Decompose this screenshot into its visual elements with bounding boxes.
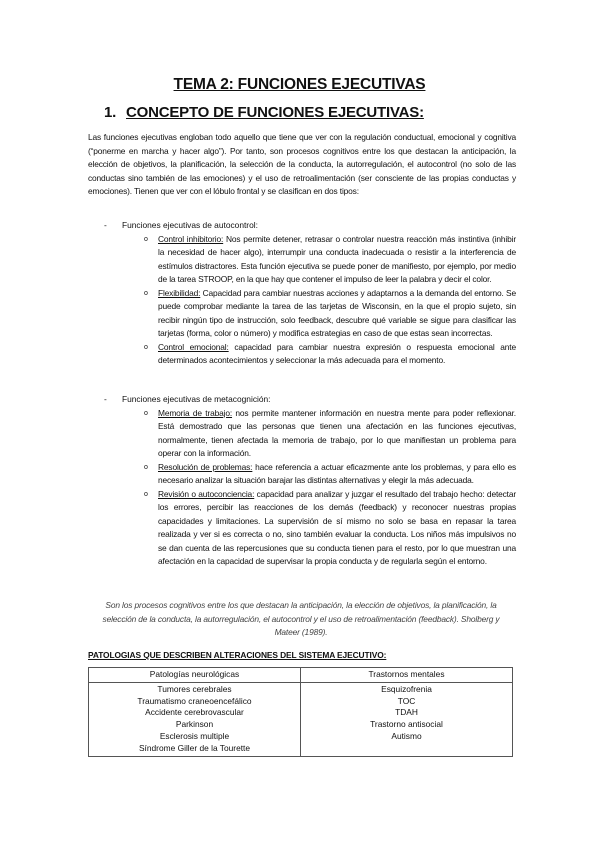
column-header-neurologicas: Patologías neurológicas — [89, 668, 301, 683]
dash-bullet: - — [104, 394, 107, 404]
list-item — [88, 407, 516, 461]
term-control-emocional: Control emocional: — [158, 341, 229, 352]
list-item — [88, 287, 516, 341]
sub-list — [88, 407, 516, 569]
term-description: Capacidad para cambiar nuestras acciones y adaptarnos a la demanda del entorno. Se puede comprobar mediante la tarea de las tarjetas de Wisconsin, en la que el propio sujeto, sin recibir ningún tipo de instrucción, solo feedback, descubre qué variable se sigue para clasificar las tarjetas (forma, color o número) y modifica estrategias en caso de que estas sean incorrectas. — [158, 287, 516, 338]
group-heading-text: Funciones ejecutivas de autocontrol: — [122, 220, 258, 230]
section-heading — [104, 104, 424, 121]
term-description: Nos permite detener, retrasar o controlar nuestra reacción más instintiva (inhibir la necesidad de hacer algo), interrumpir una conducta inadecuada o resistir a la interferencia de estímulos distractores. Esta función ejecutiva se puede poner de manifiesto, por ejemplo, por medio de la tarea STROOP, en la que hay que contener el impulso de leer la palabra y decir el color. — [158, 233, 516, 284]
group-heading — [88, 219, 516, 233]
table-cell-item: TOC — [397, 695, 416, 706]
term-resolucion-de-problemas: Resolución de problemas: — [158, 461, 253, 472]
term-memoria-de-trabajo: Memoria de trabajo: — [158, 407, 233, 418]
table-cell-item: Trastorno antisocial — [370, 719, 443, 730]
function-group-autocontrol — [88, 219, 516, 368]
table-body-row — [89, 682, 513, 756]
group-heading-text: Funciones ejecutivas de metacognición: — [122, 394, 271, 404]
list-item — [88, 488, 516, 569]
term-description: capacidad para analizar y juzgar el resultado del trabajo hecho: detectar los errores, percibir las reacciones de los demás (feedback) y reconocer nuestras propias capacidades y limitaciones. La supervisión de sí mismo no solo se basa en repasar la tarea realizada y ver si es correcta o no, sino también evaluar la conducta. Los niños más impulsivos no se dan cuenta de las repercusiones que su conducta tienen para el resto, por lo que muestran una afectación en la capacidad de supervisar la propia conducta y de regularla según el entorno. — [158, 488, 516, 566]
table-header-row — [89, 668, 513, 683]
list-item — [88, 461, 516, 488]
table-title: PATOLOGIAS QUE DESCRIBEN ALTERACIONES DEL SISTEMA EJECUTIVO: — [88, 650, 387, 660]
circle-bullet: o — [144, 463, 148, 471]
function-group-metacognicion — [88, 393, 516, 569]
intro-paragraph: Las funciones ejecutivas engloban todo aquello que tiene que ver con la regulación conductual, emocional y cognitiva (“ponerme en marcha y hacer algo”). Por tanto, son procesos cognitivos entre los que destacan la anticipación, la elección de objetivos, la planificación, la selección de la conducta, la autorregulación, el autocontrol (no solo de las conductas sino también de las emociones) y el uso de retroalimentación (ser consciente de las propias conductas y emociones). Tienen que ver con el lóbulo frontal y se clasifican en dos tipos: — [88, 132, 516, 197]
table-cell-item: Traumatismo craneoencefálico — [137, 695, 252, 706]
term-flexibilidad: Flexibilidad: — [158, 287, 201, 298]
circle-bullet: o — [144, 343, 148, 351]
sub-list — [88, 233, 516, 368]
table-cell-item: Síndrome Giller de la Tourette — [138, 742, 251, 753]
document-title: TEMA 2: FUNCIONES EJECUTIVAS — [173, 76, 426, 93]
citation-quote: Son los procesos cognitivos entre los que destacan la anticipación, la elección de objetivos, la planificación, la selección de la conducta, la autorregulación, el autocontrol y el uso de retroalimentación (feedback). Sholberg y Mateer (1989). — [102, 600, 500, 638]
term-description: hace referencia a actuar eficazmente ante los problemas, y para ello es necesario analizar la situación barajar las distintas alternativas y elegir la más adecuada. — [158, 461, 516, 485]
circle-bullet: o — [144, 289, 148, 297]
circle-bullet: o — [144, 409, 148, 417]
group-heading — [88, 393, 516, 407]
list-item — [88, 341, 516, 368]
column-header-mentales: Trastornos mentales — [301, 668, 513, 683]
section-title: CONCEPTO DE FUNCIONES EJECUTIVAS: — [126, 104, 424, 121]
table-cell-item: Accidente cerebrovascular — [145, 707, 244, 718]
table-cell-item: Tumores cerebrales — [157, 683, 232, 694]
term-revision-autoconciencia: Revisión o autoconciencia: — [158, 488, 255, 499]
neurological-list-cell — [89, 682, 301, 756]
section-number: 1. — [104, 104, 117, 121]
table-cell-item: Autismo — [391, 730, 422, 741]
dash-bullet: - — [104, 220, 107, 230]
circle-bullet: o — [144, 235, 148, 243]
table-cell-item: Esquizofrenia — [381, 683, 432, 694]
term-control-inhibitorio: Control inhibitorio: — [158, 233, 224, 244]
table-cell-item: TDAH — [395, 707, 418, 718]
list-item — [88, 233, 516, 287]
circle-bullet: o — [144, 490, 148, 498]
pathology-table — [88, 667, 513, 757]
table-cell-item: Esclerosis multiple — [159, 730, 230, 741]
table-cell-item: Parkinson — [175, 719, 214, 730]
mental-disorders-list-cell — [301, 682, 513, 756]
term-description: capacidad para cambiar nuestra expresión o respuesta emocional ante determinados acontecimientos y seleccionar la más adecuada para el momento. — [158, 341, 516, 365]
term-description: nos permite mantener información en nuestra mente para poder reflexionar. Está demostrado que las personas que tienen una afectación en las funciones ejecutivas, normalmente, tienen afectada la memoria de trabajo, por lo que manifiestan un problema para operar con la información. — [158, 407, 516, 458]
